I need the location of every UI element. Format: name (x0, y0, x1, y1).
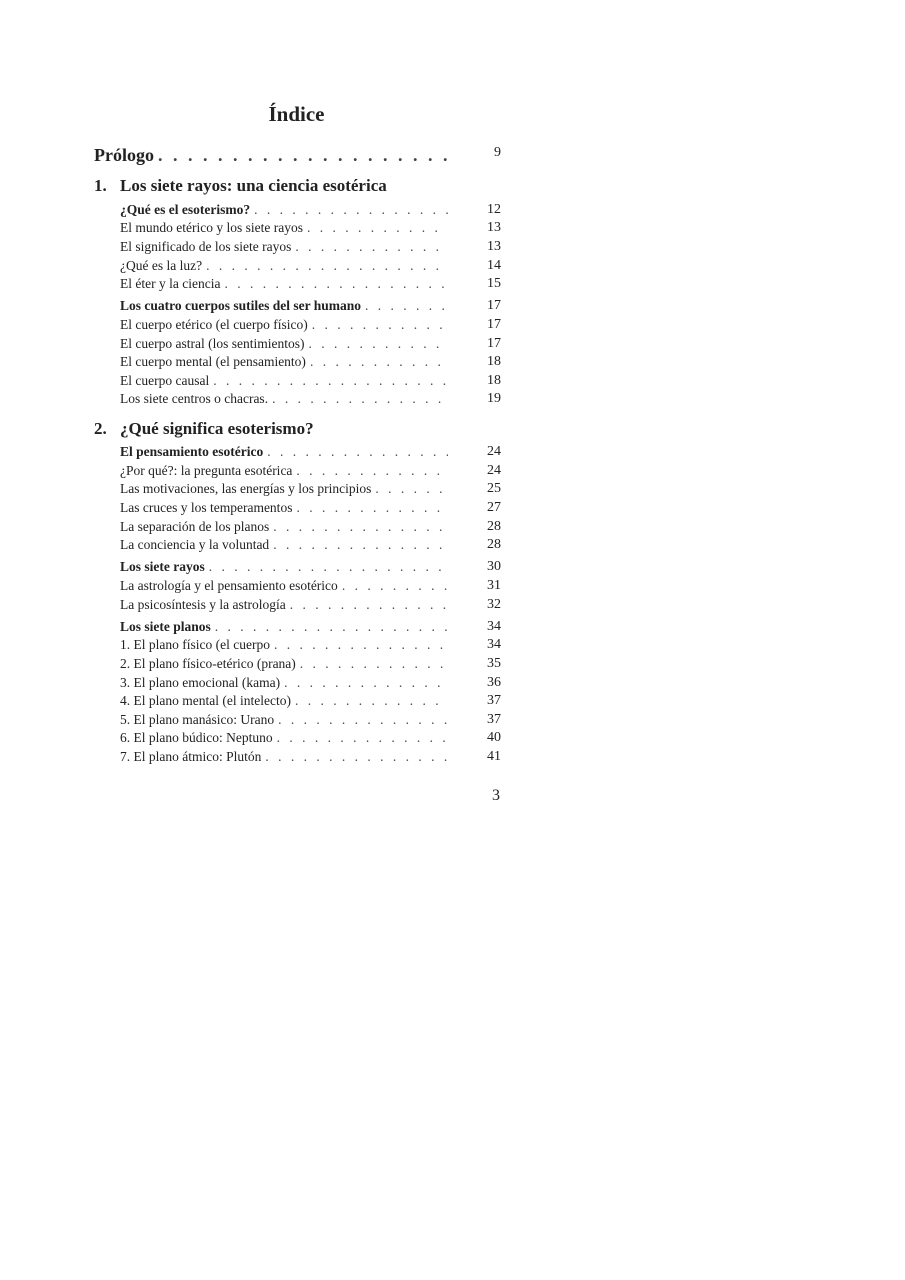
leader-dots (215, 619, 448, 635)
toc-entry-page: 13 (487, 220, 501, 235)
leader-dots (254, 202, 448, 218)
toc-entry-label: La psicosíntesis y la astrología (120, 597, 286, 612)
toc-entry (120, 391, 501, 407)
toc-entry (120, 578, 501, 594)
leader-dots (290, 597, 448, 613)
toc-entry-label: El mundo etérico y los siete rayos (120, 220, 303, 235)
toc-entry-label: 6. El plano búdico: Neptuno (120, 730, 273, 745)
toc-entry-label: La conciencia y la voluntad (120, 537, 270, 552)
leader-dots (273, 519, 448, 535)
toc-entry-page: 18 (487, 354, 501, 369)
leader-dots (158, 145, 448, 166)
leader-dots (274, 637, 448, 653)
toc-entry-label: El cuerpo mental (el pensamiento) (120, 354, 306, 369)
toc-entry (120, 675, 501, 691)
toc-entry (120, 202, 501, 218)
toc-entry (120, 693, 501, 709)
toc-entry-label: 7. El plano átmico: Plutón (120, 749, 262, 764)
leader-dots (312, 317, 448, 333)
toc-entry-label: El cuerpo astral (los sentimientos) (120, 336, 305, 351)
toc-entry (120, 637, 501, 653)
toc-entry (120, 656, 501, 672)
toc-entry-page: 34 (487, 637, 501, 652)
toc-entry-page: 9 (494, 145, 501, 160)
toc-entry (120, 597, 501, 613)
toc-entry-label: Los siete rayos (120, 559, 205, 574)
leader-dots (300, 656, 448, 672)
toc-entry-page: 15 (487, 276, 501, 291)
toc-entry-page: 34 (487, 619, 501, 634)
toc-entry-label: Prólogo (94, 145, 154, 165)
toc-entry (120, 317, 501, 333)
toc-entry-page: 17 (487, 298, 501, 313)
toc-entry-page: 14 (487, 258, 501, 273)
toc-entry-page: 12 (487, 202, 501, 217)
chapter-heading (94, 419, 314, 439)
toc-entry (120, 519, 501, 535)
toc-entry (120, 730, 501, 746)
leader-dots (365, 298, 448, 314)
leader-dots (267, 444, 448, 460)
toc-entry-label: Los siete planos (120, 619, 211, 634)
chapter-number: 1. (94, 176, 107, 195)
toc-entry (120, 239, 501, 255)
toc-entry-label: 4. El plano mental (el intelecto) (120, 693, 291, 708)
chapter-heading (94, 176, 387, 196)
toc-entry (120, 481, 501, 497)
toc-entry-page: 28 (487, 537, 501, 552)
toc-entry-page: 32 (487, 597, 501, 612)
toc-entry (120, 500, 501, 516)
toc-entry-label: Las cruces y los temperamentos (120, 500, 293, 515)
toc-entry-label: 3. El plano emocional (kama) (120, 675, 281, 690)
toc-entry (120, 712, 501, 728)
toc-entry (120, 258, 501, 274)
toc-entry (120, 276, 501, 292)
toc-entry-page: 35 (487, 656, 501, 671)
leader-dots (375, 481, 448, 497)
toc-entry (120, 749, 501, 765)
toc-entry-page: 36 (487, 675, 501, 690)
toc-entry-page: 13 (487, 239, 501, 254)
toc-entry-page: 24 (487, 463, 501, 478)
leader-dots (308, 336, 448, 352)
toc-entry-page: 30 (487, 559, 501, 574)
leader-dots (265, 749, 448, 765)
toc-entry-label: El pensamiento esotérico (120, 444, 264, 459)
leader-dots (342, 578, 448, 594)
toc-entry-page: 41 (487, 749, 501, 764)
toc-entry-page: 28 (487, 519, 501, 534)
toc-entry (120, 537, 501, 553)
leader-dots (296, 500, 448, 516)
page-number: 3 (492, 787, 500, 804)
toc-entry-page: 19 (487, 391, 501, 406)
leader-dots (224, 276, 448, 292)
toc-entry-label: El cuerpo causal (120, 373, 210, 388)
toc-entry (120, 220, 501, 236)
leader-dots (277, 730, 448, 746)
toc-entry-label: ¿Qué es el esoterismo? (120, 202, 251, 217)
toc-entry-page: 17 (487, 317, 501, 332)
leader-dots (296, 463, 448, 479)
chapter-number: 2. (94, 419, 107, 438)
leader-dots (272, 391, 448, 407)
toc-entry (120, 559, 501, 575)
toc-entry (120, 463, 501, 479)
leader-dots (206, 258, 448, 274)
leader-dots (213, 373, 448, 389)
leader-dots (284, 675, 448, 691)
leader-dots (307, 220, 448, 236)
toc-entry (120, 373, 501, 389)
toc-entry-page: 24 (487, 444, 501, 459)
toc-entry-label: Las motivaciones, las energías y los principios (120, 481, 372, 496)
toc-entry-label: Los cuatro cuerpos sutiles del ser humano (120, 298, 362, 313)
toc-entry (120, 444, 501, 460)
toc-entry-label: 2. El plano físico-etérico (prana) (120, 656, 296, 671)
toc-entry-page: 40 (487, 730, 501, 745)
toc-entry-page: 18 (487, 373, 501, 388)
toc-entry-page: 27 (487, 500, 501, 515)
toc-entry (120, 298, 501, 314)
leader-dots (310, 354, 448, 370)
toc-entry-label: La astrología y el pensamiento esotérico (120, 578, 338, 593)
toc-entry (120, 619, 501, 635)
leader-dots (295, 239, 448, 255)
leader-dots (273, 537, 448, 553)
toc-entry-label: Los siete centros o chacras. (120, 391, 269, 406)
leader-dots (209, 559, 448, 575)
toc-entry-page: 37 (487, 693, 501, 708)
chapter-title: Los siete rayos: una ciencia esotérica (120, 176, 387, 195)
toc-entry-label: El significado de los siete rayos (120, 239, 292, 254)
toc-entry-prologo (94, 145, 501, 166)
toc-entry-label: El éter y la ciencia (120, 276, 221, 291)
leader-dots (295, 693, 448, 709)
toc-entry-label: ¿Por qué?: la pregunta esotérica (120, 463, 293, 478)
toc-entry-label: 5. El plano manásico: Urano (120, 712, 275, 727)
toc-entry-page: 17 (487, 336, 501, 351)
toc-entry-label: La separación de los planos (120, 519, 270, 534)
toc-entry-page: 31 (487, 578, 501, 593)
toc-entry-label: ¿Qué es la luz? (120, 258, 203, 273)
toc-entry (120, 354, 501, 370)
toc-entry-page: 25 (487, 481, 501, 496)
toc-entry (120, 336, 501, 352)
leader-dots (278, 712, 448, 728)
chapter-title: ¿Qué significa esoterismo? (120, 419, 314, 438)
page-title: Índice (268, 102, 325, 126)
toc-entry-page: 37 (487, 712, 501, 727)
toc-entry-label: 1. El plano físico (el cuerpo (120, 637, 270, 652)
toc-entry-label: El cuerpo etérico (el cuerpo físico) (120, 317, 308, 332)
